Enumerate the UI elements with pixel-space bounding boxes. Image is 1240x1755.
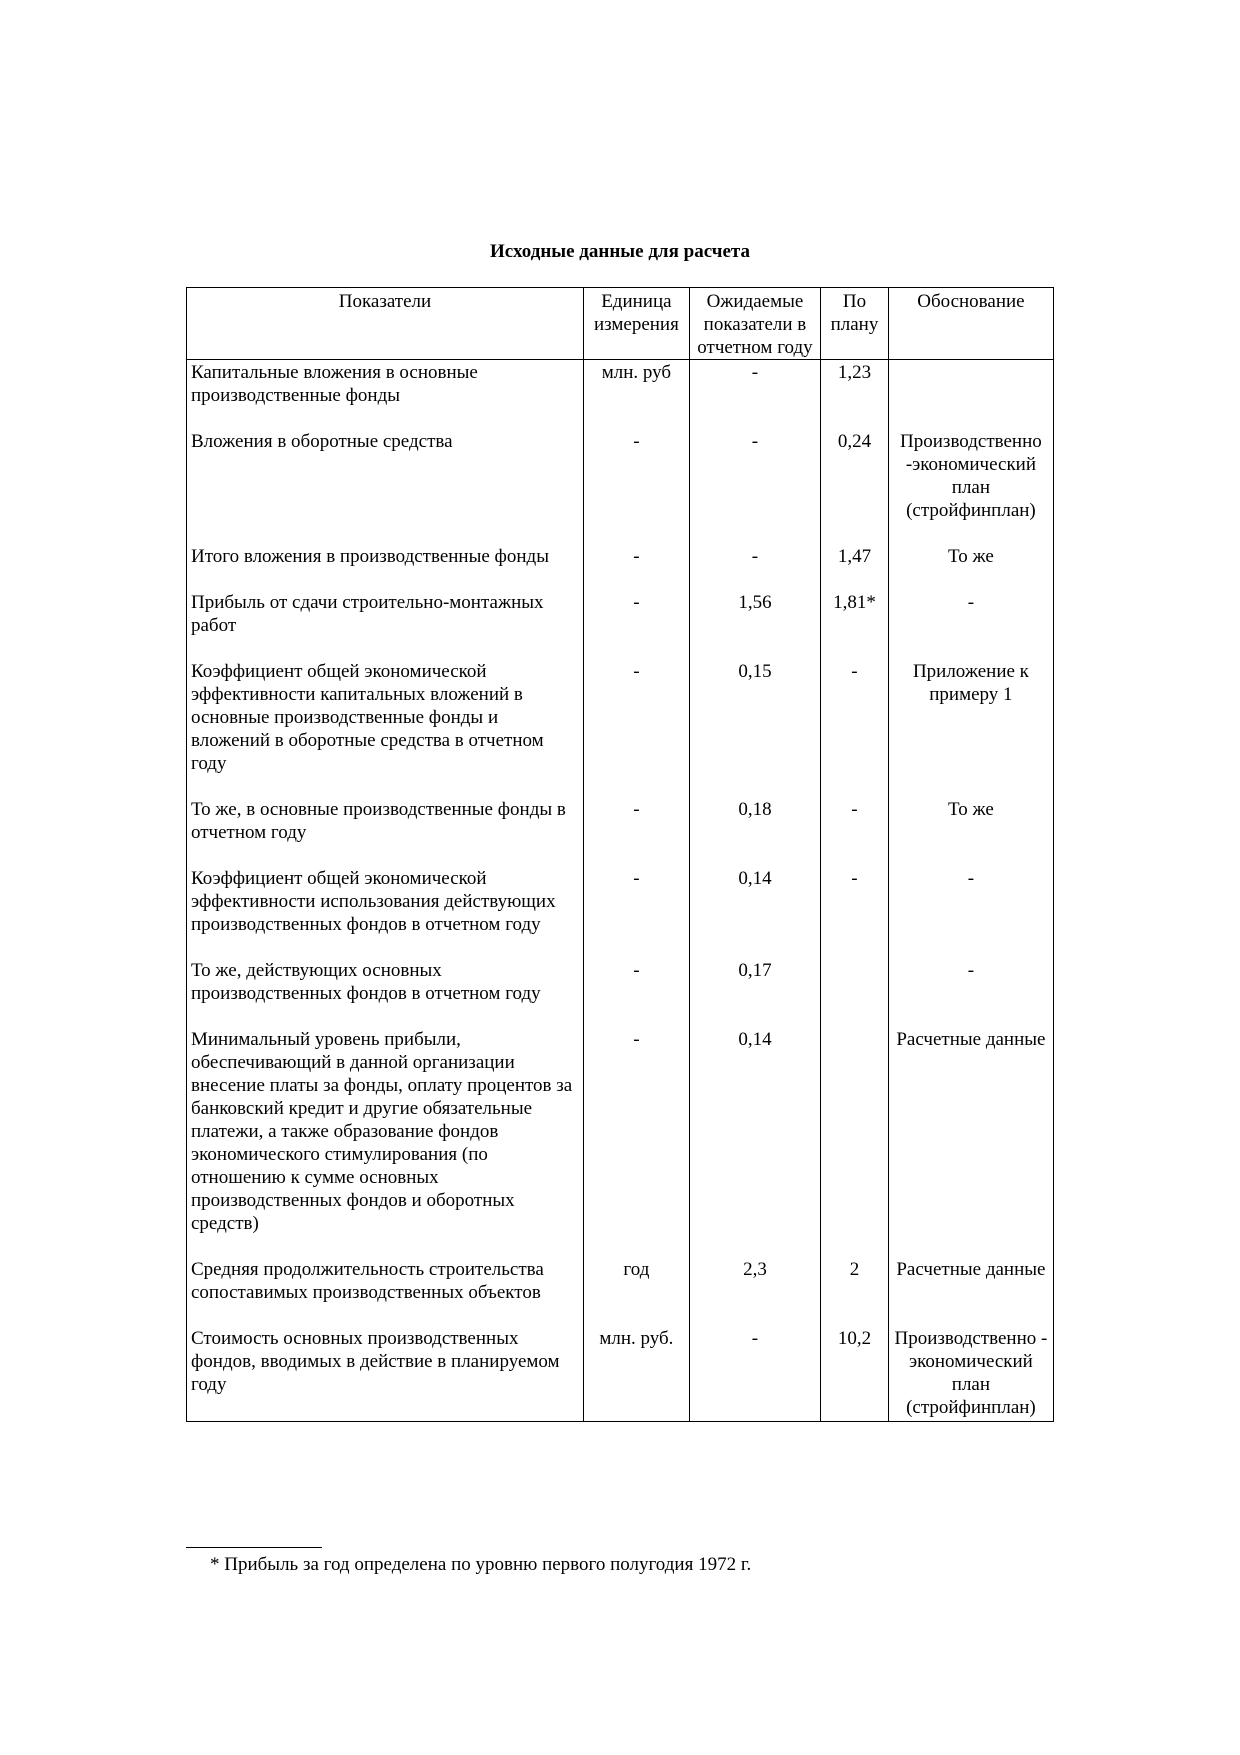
cell-expected: - (689, 360, 820, 431)
header-row (187, 288, 1054, 360)
cell-expected: 0,18 (689, 798, 820, 867)
table-row (187, 1258, 1054, 1327)
footnote: * Прибыль за год определена по уровню первого полугодия 1972 г. (210, 1554, 752, 1575)
table-row (187, 660, 1054, 798)
cell-unit: - (583, 959, 689, 1028)
cell-unit: млн. руб (583, 360, 689, 431)
cell-expected: 1,56 (689, 591, 820, 660)
cell-justification (888, 360, 1053, 431)
header-expected: Ожидаемые показатели в отчетном году (689, 288, 820, 360)
cell-expected: - (689, 430, 820, 545)
cell-expected: 0,14 (689, 1028, 820, 1258)
cell-unit: - (583, 867, 689, 959)
cell-expected: 2,3 (689, 1258, 820, 1327)
cell-justification: Расчетные данные (888, 1258, 1053, 1327)
table-row (187, 591, 1054, 660)
cell-plan: - (821, 798, 889, 867)
cell-justification: Расчетные данные (888, 1028, 1053, 1258)
cell-justification: Производственно -экономический план (стройфинплан) (888, 430, 1053, 545)
cell-unit: млн. руб. (583, 1327, 689, 1422)
cell-plan: 1,47 (821, 545, 889, 591)
table-row (187, 545, 1054, 591)
cell-plan: - (821, 867, 889, 959)
cell-indicator: Капитальные вложения в основные производственные фонды (187, 360, 584, 431)
table-row (187, 430, 1054, 545)
header-indicator: Показатели (187, 288, 584, 360)
cell-plan: 1,81* (821, 591, 889, 660)
cell-justification: То же (888, 545, 1053, 591)
header-justification: Обоснование (888, 288, 1053, 360)
cell-plan (821, 959, 889, 1028)
cell-indicator: То же, в основные производственные фонды в отчетном году (187, 798, 584, 867)
table-row (187, 959, 1054, 1028)
table-row (187, 1327, 1054, 1422)
cell-plan: 2 (821, 1258, 889, 1327)
cell-indicator: Средняя продолжительность строительства сопоставимых производственных объектов (187, 1258, 584, 1327)
table-row (187, 798, 1054, 867)
cell-unit: - (583, 591, 689, 660)
cell-indicator: Коэффициент общей экономической эффективности капитальных вложений в основные производственные фонды и вложений в оборотные средства в отчетном году (187, 660, 584, 798)
cell-justification: Приложение к примеру 1 (888, 660, 1053, 798)
cell-justification: - (888, 591, 1053, 660)
header-unit: Единица измерения (583, 288, 689, 360)
cell-unit: - (583, 1028, 689, 1258)
cell-unit: - (583, 545, 689, 591)
cell-unit: - (583, 430, 689, 545)
cell-indicator: Коэффициент общей экономической эффективности использования действующих производственных фондов в отчетном году (187, 867, 584, 959)
page-title: Исходные данные для расчета (490, 241, 750, 262)
cell-expected: 0,17 (689, 959, 820, 1028)
cell-justification: Производственно - экономический план (стройфинплан) (888, 1327, 1053, 1422)
table-row (187, 1028, 1054, 1258)
table-row (187, 867, 1054, 959)
cell-expected: - (689, 1327, 820, 1422)
cell-justification: - (888, 959, 1053, 1028)
cell-plan: 10,2 (821, 1327, 889, 1422)
cell-indicator: То же, действующих основных производственных фондов в отчетном году (187, 959, 584, 1028)
cell-expected: 0,15 (689, 660, 820, 798)
cell-indicator: Стоимость основных производственных фондов, вводимых в действие в планируемом году (187, 1327, 584, 1422)
cell-unit: - (583, 660, 689, 798)
cell-justification: - (888, 867, 1053, 959)
cell-plan: 1,23 (821, 360, 889, 431)
header-plan: По плану (821, 288, 889, 360)
cell-indicator: Вложения в оборотные средства (187, 430, 584, 545)
cell-expected: 0,14 (689, 867, 820, 959)
data-table (186, 287, 1054, 1422)
table-row (187, 360, 1054, 431)
cell-justification: То же (888, 798, 1053, 867)
footnote-divider (186, 1547, 322, 1548)
cell-expected: - (689, 545, 820, 591)
cell-indicator: Прибыль от сдачи строительно-монтажных работ (187, 591, 584, 660)
cell-plan: 0,24 (821, 430, 889, 545)
cell-plan (821, 1028, 889, 1258)
table-header (187, 288, 1054, 360)
table-body (187, 360, 1054, 1422)
cell-indicator: Итого вложения в производственные фонды (187, 545, 584, 591)
cell-plan: - (821, 660, 889, 798)
cell-unit: - (583, 798, 689, 867)
cell-unit: год (583, 1258, 689, 1327)
cell-indicator: Минимальный уровень прибыли, обеспечивающий в данной организации внесение платы за фонды, оплату процентов за банковский кредит и другие обязательные платежи, а также образование фондов экономического стимулирования (по отношению к сумме основных производственных фондов и оборотных средств) (187, 1028, 584, 1258)
